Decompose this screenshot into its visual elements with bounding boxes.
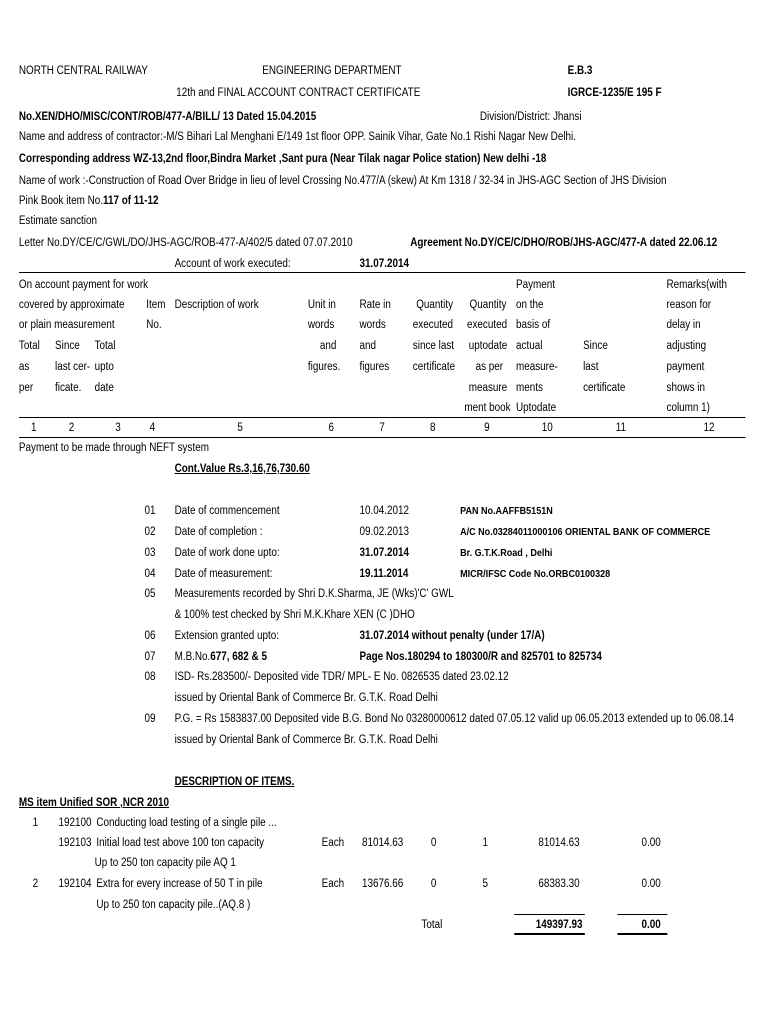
item-since-last: 0.00 (641, 878, 661, 890)
col-qty-uptodate: as per (475, 361, 504, 373)
col-number: 3 (115, 422, 121, 434)
col-unit: figures. (307, 361, 341, 373)
account-label: Account of work executed: (174, 258, 291, 270)
test-checked: & 100% test checked by Shri M.K.Khare XEN (C )DHO (174, 609, 415, 621)
col-number: 9 (484, 422, 490, 434)
bank-branch: Br. G.T.K.Road , Delhi (460, 547, 553, 559)
sanction-letter: Letter No.DY/CE/C/GWL/DO/JHS-AGC/ROB-477-A/402/5 dated 07.07.2010 (18, 237, 353, 249)
col-qty-uptodate: Quantity (469, 299, 507, 311)
col-payment: Payment (516, 279, 556, 291)
detail-number: 05 (144, 588, 156, 600)
col-qty-uptodate: executed (466, 319, 508, 331)
item-description-2: Up to 250 ton capacity pile..(AQ.8 ) (96, 899, 251, 911)
item-qty-since: 0 (430, 837, 437, 849)
col-since-last: last (583, 361, 599, 373)
detail-number: 03 (144, 547, 156, 559)
col-payment: ments (516, 382, 543, 394)
col-as: as (18, 361, 30, 373)
detail-number: 06 (144, 630, 156, 642)
col-covered: covered by approximate (18, 299, 125, 311)
col-payment: actual (516, 340, 543, 352)
item-qty-since: 0 (430, 878, 437, 890)
detail-number: 02 (144, 526, 156, 538)
col-number: 11 (615, 422, 627, 434)
col-qty-executed: since last (412, 340, 455, 352)
detail-value: 10.04.2012 (359, 505, 409, 517)
col-payment: Uptodate (516, 402, 557, 414)
col-number: 6 (328, 422, 335, 434)
extension-label: Extension granted upto: (174, 630, 280, 642)
pink-book: Pink Book item No.117 of 11-12 (18, 195, 159, 207)
col-since-last: Since (583, 340, 608, 352)
header-rule (19, 272, 746, 273)
work-name: Name of work :-Construction of Road Over Bridge in lieu of level Crossing No.477/A (skew) At Km 1318 / 32-34 in JHS-AGC Section of JHS Division (18, 175, 667, 187)
col-remarks: delay in (666, 319, 701, 331)
item-serial: 1 (32, 817, 39, 829)
form-code: E.B.3 (567, 65, 593, 77)
total-rule-top (514, 914, 585, 915)
pg-bank: issued by Oriental Bank of Commerce Br. G.T.K. Road Delhi (174, 734, 438, 746)
total-payment: 149397.93 (535, 919, 583, 931)
col-qty-executed: Quantity (416, 299, 454, 311)
col-number: 10 (541, 422, 553, 434)
col-number: 7 (379, 422, 385, 434)
col-description: Description of work (174, 299, 259, 311)
item-payment: 81014.63 (538, 837, 580, 849)
col-remarks: reason for (666, 299, 712, 311)
col-rate: words (359, 319, 386, 331)
total-label: Total (421, 919, 443, 931)
isd-bank: issued by Oriental Bank of Commerce Br. G.T.K. Road Delhi (174, 692, 438, 704)
item-description-2: Up to 250 ton capacity pile AQ 1 (94, 857, 236, 869)
agreement-number: Agreement No.DY/CE/C/DHO/ROB/JHS-AGC/477-A dated 22.06.12 (410, 237, 718, 249)
ms-item-heading: MS item Unified SOR ,NCR 2010 (18, 797, 169, 809)
measurement-recorded: Measurements recorded by Shri D.K.Sharma, JE (Wks)'C' GWL (174, 588, 454, 600)
micr-code: MICR/IFSC Code No.ORBC0100328 (460, 568, 611, 580)
item-code: 192103 (58, 837, 92, 849)
item-qty-upto: 1 (482, 837, 488, 849)
item-since-last: 0.00 (641, 837, 661, 849)
col-number: 8 (430, 422, 436, 434)
certificate-title: 12th and FINAL ACCOUNT CONTRACT CERTIFICATE (176, 87, 421, 99)
contractor-address: Name and address of contractor:-M/S Bihari Lal Menghani E/149 1st floor OPP. Sainik Vihar, Gate No.1 Rishi Nagar New Delhi. (18, 131, 576, 143)
col-plain: or plain measurement (18, 319, 115, 331)
col-per: per (18, 382, 34, 394)
item-code: 192100 (58, 817, 92, 829)
item-rate: 13676.66 (362, 878, 404, 890)
col-date: date (94, 382, 114, 394)
col-upto: upto (94, 361, 114, 373)
col-since-last: certificate (583, 382, 626, 394)
col-since: Since (55, 340, 80, 352)
contract-value: Cont.Value Rs.3,16,76,730.60 (174, 463, 310, 475)
item-payment: 68383.30 (538, 878, 580, 890)
railway-name: NORTH CENTRAL RAILWAY (18, 65, 148, 77)
col-on-account: On account payment for work (18, 279, 149, 291)
col-qty-uptodate: measure (468, 382, 508, 394)
detail-number: 01 (144, 505, 156, 517)
col-unit: Unit in (307, 299, 336, 311)
item-unit: Each (321, 878, 345, 890)
col-payment: on the (516, 299, 544, 311)
description-heading: DESCRIPTION OF ITEMS. (174, 776, 295, 788)
col-ficate: ficate. (55, 382, 82, 394)
extension-value: 31.07.2014 without penalty (under 17/A) (359, 630, 545, 642)
col-number: 1 (30, 422, 37, 434)
item-qty-upto: 5 (482, 878, 488, 890)
col-qty-executed: certificate (412, 361, 456, 373)
col-rate: figures (359, 361, 390, 373)
detail-number: 08 (144, 671, 156, 683)
division: Division/District: Jhansi (479, 111, 582, 123)
col-unit: words (307, 319, 335, 331)
col-payment: basis of (516, 319, 551, 331)
item-unit: Each (321, 837, 345, 849)
col-remarks: column 1) (666, 402, 710, 414)
department-name: ENGINEERING DEPARTMENT (262, 65, 402, 77)
col-payment: measure- (516, 361, 558, 373)
mb-number: M.B.No.677, 682 & 5 (174, 651, 267, 663)
col-unit: and (319, 340, 337, 352)
item-code: 192104 (58, 878, 92, 890)
detail-value: 19.11.2014 (359, 568, 409, 580)
col-total: Total (18, 340, 40, 352)
page-numbers: Page Nos.180294 to 180300/R and 825701 to 825734 (359, 651, 602, 663)
item-serial: 2 (32, 878, 39, 890)
col-rate: Rate in (359, 299, 391, 311)
payment-note: Payment to be made through NEFT system (18, 442, 209, 454)
col-last-cer: last cer- (55, 361, 91, 373)
detail-value: 09.02.2013 (359, 526, 409, 538)
detail-label: Date of work done upto: (174, 547, 280, 559)
isd-deposit: ISD- Rs.283500/- Deposited vide TDR/ MPL- E No. 0826535 dated 23.02.12 (174, 671, 509, 683)
col-rate: and (359, 340, 376, 352)
col-remarks: Remarks(with (666, 279, 727, 291)
form-ref: IGRCE-1235/E 195 F (567, 87, 662, 99)
pan-number: PAN No.AAFFB5151N (460, 505, 553, 517)
total-rule-bottom-since (617, 933, 667, 935)
col-remarks: adjusting (666, 340, 707, 352)
detail-label: Date of commencement (174, 505, 280, 517)
detail-number: 04 (144, 568, 156, 580)
account-number: A/C No.03284011000106 ORIENTAL BANK OF COMMERCE (460, 526, 711, 538)
col-remarks: payment (666, 361, 705, 373)
column-rule-top (19, 417, 746, 418)
estimate-sanction: Estimate sanction (18, 215, 97, 227)
item-description: Conducting load testing of a single pile ... (96, 817, 277, 829)
correspondence-address: Corresponding address WZ-13,2nd floor,Bindra Market ,Sant pura (Near Tilak nagar Police station) New delhi -18 (18, 153, 547, 165)
total-rule-top-since (617, 914, 667, 915)
column-rule-bottom (19, 437, 746, 438)
detail-number: 09 (144, 713, 156, 725)
detail-label: Date of measurement: (174, 568, 273, 580)
col-total-2: Total (94, 340, 116, 352)
col-remarks: shows in (666, 382, 705, 394)
col-qty-uptodate: ment book (464, 402, 511, 414)
bill-number: No.XEN/DHO/MISC/CONT/ROB/477-A/BILL/ 13 Dated 15.04.2015 (18, 111, 317, 123)
total-rule-bottom (514, 933, 585, 935)
detail-value: 31.07.2014 (359, 547, 409, 559)
item-description: Initial load test above 100 ton capacity (96, 837, 265, 849)
col-item: Item (146, 299, 166, 311)
item-rate: 81014.63 (362, 837, 404, 849)
col-no: No. (146, 319, 162, 331)
account-date: 31.07.2014 (359, 258, 409, 270)
detail-label: Date of completion : (174, 526, 263, 538)
col-number: 4 (149, 422, 156, 434)
item-description: Extra for every increase of 50 T in pile (96, 878, 263, 890)
col-qty-executed: executed (412, 319, 453, 331)
total-since-last: 0.00 (641, 919, 661, 931)
col-number: 5 (237, 422, 243, 434)
col-qty-uptodate: uptodate (468, 340, 508, 352)
pg-deposit: P.G. = Rs 1583837.00 Deposited vide B.G. Bond No 03280000612 dated 07.05.12 valid up 06.05.2013 extended up to 06.08.14 (174, 713, 734, 725)
col-number: 2 (68, 422, 75, 434)
col-number: 12 (703, 422, 715, 434)
detail-number: 07 (144, 651, 156, 663)
